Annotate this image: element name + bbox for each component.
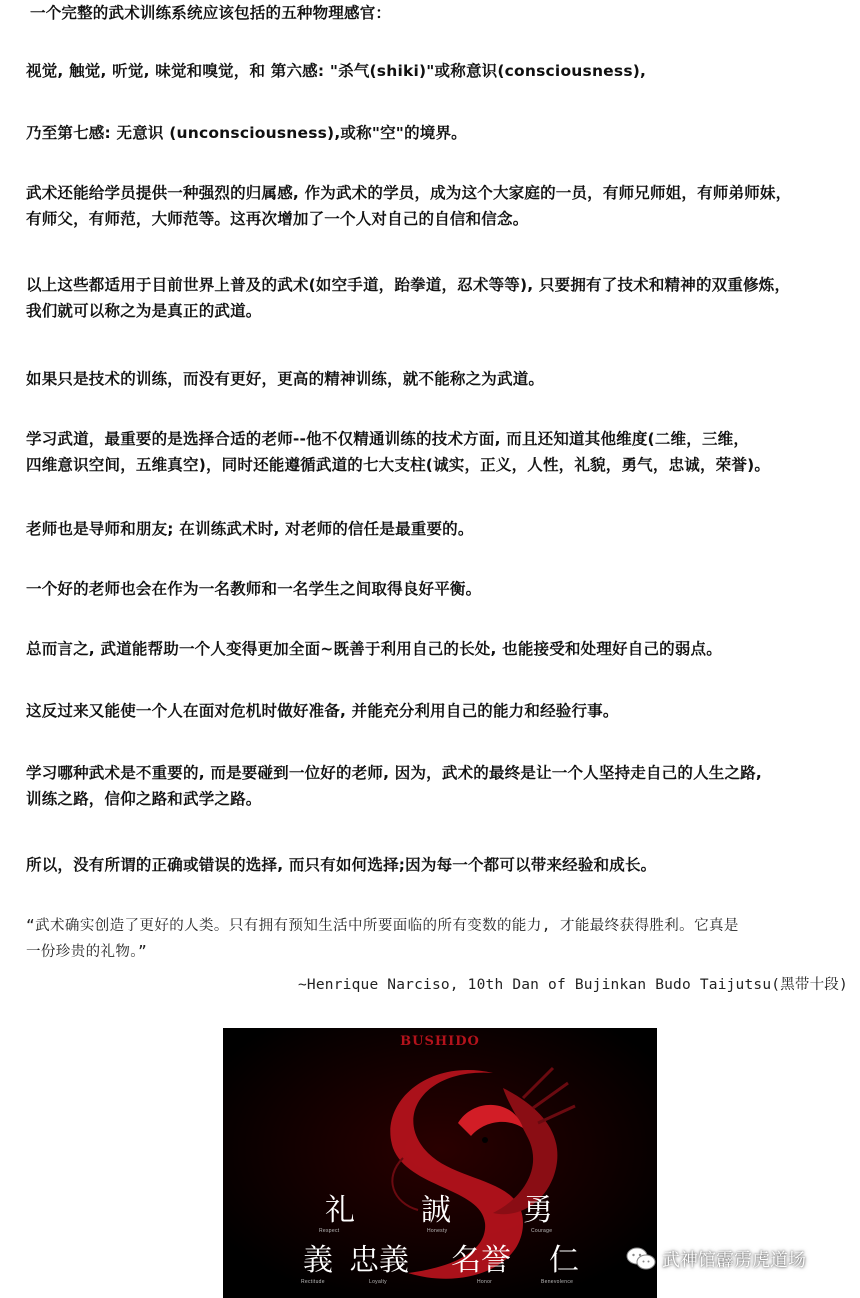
paragraph-line: 所以，没有所谓的正确或错误的选择, 而只有如何选择;因为每一个都可以带来经验和成长。 (26, 856, 657, 874)
paragraph-line: 训练之路，信仰之路和武学之路。 (26, 790, 262, 808)
paragraph-line: 乃至第七感: 无意识 (unconsciousness),或称"空"的境界。 (26, 124, 467, 142)
bushido-poster (223, 1028, 657, 1298)
article-paragraph (26, 852, 656, 878)
kanji-benevolence: 仁 (549, 1243, 579, 1278)
kanji-honor: 名誉 (451, 1243, 511, 1278)
paragraph-line: 总而言之, 武道能帮助一个人变得更加全面~既善于利用自己的长处, 也能接受和处理好自己的弱点。 (26, 640, 722, 658)
paragraph-line: 武术还能给学员提供一种强烈的归属感, 作为武术的学员，成为这个大家庭的一员，有师兄师姐，有师弟师妹， (26, 184, 792, 202)
wechat-icon (626, 1246, 656, 1272)
article-paragraph (26, 366, 544, 392)
paragraph-line: 有师父，有师范，大师范等。这再次增加了一个人对自己的自信和信念。 (26, 210, 529, 228)
quote-block (26, 913, 856, 965)
paragraph-line: 学习哪种武术是不重要的, 而是要碰到一位好的老师, 因为，武术的最终是让一个人坚持走自己的人生之路, (26, 764, 762, 782)
label-honor: Honor (477, 1279, 493, 1285)
kanji-honesty: 誠 (421, 1193, 451, 1228)
paragraph-line: 我们就可以称之为是真正的武道。 (26, 302, 262, 320)
kanji-courage: 勇 (523, 1193, 553, 1228)
paragraph-line: 视觉, 触觉, 听觉, 味觉和嗅觉，和 第六感: "杀气(shiki)"或称意识(consciousness), (26, 62, 647, 80)
paragraph-line: 学习武道，最重要的是选择合适的老师--他不仅精通训练的技术方面, 而且还知道其他维度(二维，三维， (26, 430, 750, 448)
article-paragraph (26, 760, 762, 812)
wechat-watermark (626, 1246, 806, 1272)
article-paragraph (26, 426, 770, 478)
paragraph-line: 这反过来又能使一个人在面对危机时做好准备, 并能充分利用自己的能力和经验行事。 (26, 702, 619, 720)
kanji-loyalty: 忠義 (349, 1243, 409, 1278)
article-paragraph (26, 516, 474, 542)
label-loyalty: Loyalty (369, 1279, 387, 1285)
paragraph-line: 老师也是导师和朋友; 在训练武术时, 对老师的信任是最重要的。 (26, 520, 474, 538)
article-paragraph (26, 272, 790, 324)
kanji-respect: 礼 (325, 1193, 355, 1228)
label-benevolence: Benevolence (541, 1279, 574, 1285)
quote-attribution: ~Henrique Narciso, 10th Dan of Bujinkan Budo Taijutsu(黑带十段) (298, 977, 848, 993)
quote-line: 一份珍贵的礼物。” (26, 944, 148, 960)
paragraph-line: 一个好的老师也会在作为一名教师和一名学生之间取得良好平衡。 (26, 580, 482, 598)
label-courage: Courage (531, 1228, 553, 1234)
article-paragraph (26, 180, 791, 232)
article-paragraph (26, 576, 481, 602)
article-paragraph (26, 58, 646, 84)
dragon-swirl-graphic (223, 1028, 657, 1298)
label-honesty: Honesty (427, 1228, 448, 1234)
paragraph-line: 一个完整的武术训练系统应该包括的五种物理感官： (30, 4, 392, 22)
watermark-text: 武神馆霹雳虎道场 (662, 1250, 806, 1271)
paragraph-line: 如果只是技术的训练，而没有更好，更高的精神训练，就不能称之为武道。 (26, 370, 545, 388)
quote-line: “武术确实创造了更好的人类。只有拥有预知生活中所要面临的所有变数的能力, 才能最终获得胜利。它真是 (26, 918, 739, 934)
kanji-rectitude: 義 (303, 1243, 333, 1278)
article-paragraph (30, 0, 391, 26)
paragraph-line: 以上这些都适用于目前世界上普及的武术(如空手道，跆拳道，忍术等等), 只要拥有了技术和精神的双重修炼， (26, 276, 791, 294)
article-paragraph (26, 120, 467, 146)
label-rectitude: Rectitude (301, 1279, 325, 1285)
article-paragraph (26, 636, 722, 662)
label-respect: Respect (319, 1228, 340, 1234)
paragraph-line: 四维意识空间，五维真空)，同时还能遵循武道的七大支柱(诚实，正义，人性，礼貌，勇气，忠诚，荣誉)。 (26, 456, 771, 474)
article-paragraph (26, 698, 619, 724)
poster-title: BUSHIDO (400, 1034, 480, 1049)
